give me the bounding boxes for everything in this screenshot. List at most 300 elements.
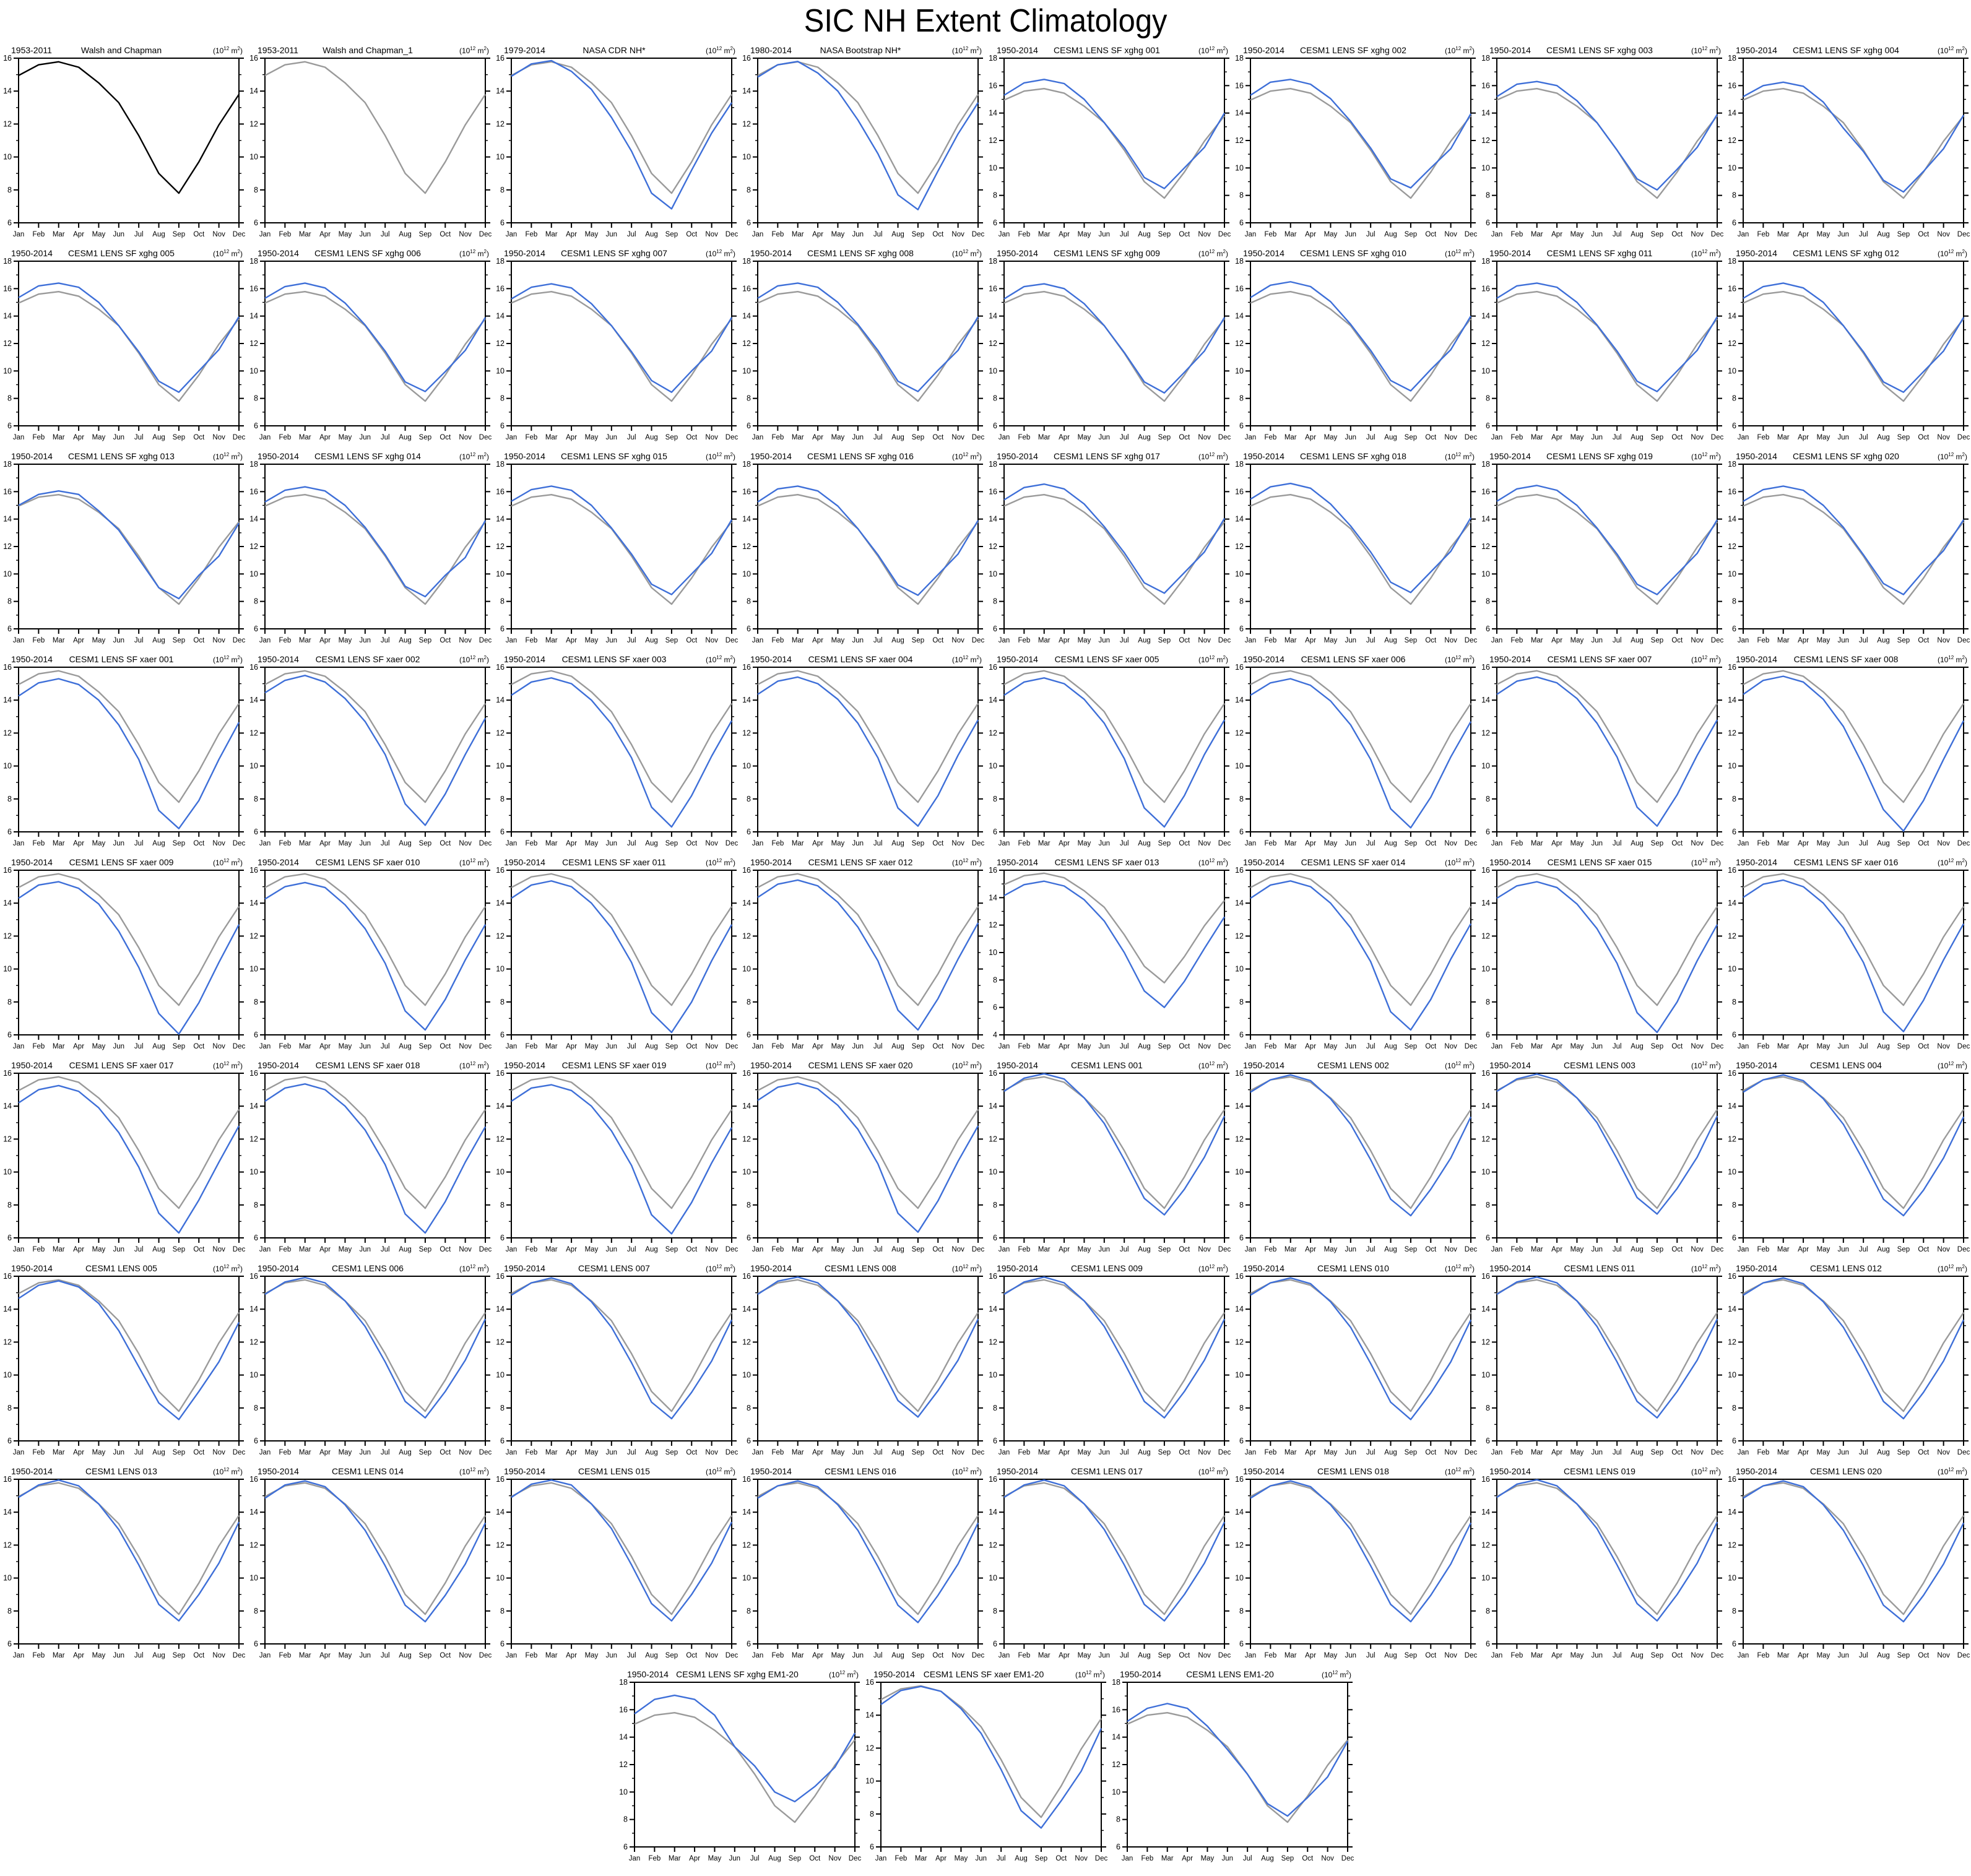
y-axis-tick-label: 10 bbox=[249, 1370, 258, 1380]
y-axis-tick-label: 18 bbox=[1112, 1678, 1120, 1687]
x-axis-month-label: Jun bbox=[605, 1449, 618, 1456]
y-axis-tick-label: 12 bbox=[742, 1541, 751, 1550]
y-axis-tick-label: 8 bbox=[1732, 394, 1736, 403]
reference-climatology-line bbox=[1497, 292, 1717, 401]
panel-period-label: 1950-2014 bbox=[1489, 451, 1531, 461]
y-axis-tick-label: 6 bbox=[254, 1437, 258, 1445]
x-axis-month-label: Aug bbox=[891, 434, 904, 441]
x-axis-month-label: Mar bbox=[545, 840, 558, 847]
chart-panel bbox=[0, 1261, 246, 1464]
x-axis-month-label: May bbox=[92, 1449, 106, 1456]
y-axis-tick-label: 16 bbox=[1235, 284, 1244, 293]
x-axis-month-label: Apr bbox=[1798, 434, 1809, 441]
x-axis-month-label: Jul bbox=[1612, 1652, 1622, 1659]
panel-units-label: ($10^{12}$ $m^2$) bbox=[951, 1467, 982, 1476]
x-axis-month-label: Nov bbox=[1937, 1043, 1950, 1050]
climatology-plot bbox=[1725, 246, 1971, 449]
y-axis-tick-label: 14 bbox=[496, 1305, 505, 1314]
y-axis-tick-label: 10 bbox=[3, 152, 12, 162]
plot-frame bbox=[1743, 870, 1964, 1035]
y-axis-tick-label: 8 bbox=[1239, 394, 1244, 403]
panel-dataset-name: CESM1 LENS 018 bbox=[1317, 1466, 1389, 1476]
x-axis-month-label: Oct bbox=[193, 1043, 205, 1050]
plot-frame bbox=[1004, 1276, 1224, 1441]
y-axis-tick-label: 12 bbox=[742, 1338, 751, 1347]
x-axis-month-label: Feb bbox=[1018, 1449, 1031, 1456]
x-axis-month-label: Nov bbox=[459, 1246, 472, 1253]
panel-units-label: ($10^{12}$ $m^2$) bbox=[459, 1264, 489, 1273]
x-axis-month-label: Mar bbox=[791, 434, 804, 441]
panel-units-label: ($10^{12}$ $m^2$) bbox=[1691, 655, 1721, 664]
x-axis-month-label: May bbox=[1077, 840, 1091, 847]
panel-period-label: 1950-2014 bbox=[258, 857, 299, 867]
x-axis-month-label: Apr bbox=[1059, 434, 1070, 441]
x-axis-month-label: Dec bbox=[725, 637, 739, 644]
x-axis-month-label: May bbox=[1323, 1449, 1338, 1456]
x-axis-month-label: Sep bbox=[1897, 840, 1910, 847]
x-axis-month-label: Apr bbox=[1551, 434, 1563, 441]
x-axis-month-label: Mar bbox=[1284, 1246, 1297, 1253]
x-axis-month-label: Apr bbox=[812, 434, 824, 441]
climatology-plot bbox=[986, 43, 1232, 246]
y-axis-tick-label: 12 bbox=[3, 932, 12, 941]
x-axis-month-label: Jan bbox=[998, 1449, 1010, 1456]
y-axis-tick-label: 8 bbox=[7, 185, 12, 194]
y-axis-tick-label: 16 bbox=[1728, 487, 1736, 496]
dataset-climatology-line bbox=[758, 61, 978, 209]
x-axis-month-label: Aug bbox=[1384, 231, 1397, 238]
reference-climatology-line bbox=[511, 874, 732, 1005]
x-axis-month-label: Aug bbox=[645, 1246, 658, 1253]
y-axis-tick-label: 12 bbox=[3, 1541, 12, 1550]
panel-units-label: ($10^{12}$ $m^2$) bbox=[1937, 655, 1967, 664]
x-axis-month-label: Nov bbox=[1198, 637, 1211, 644]
panel-dataset-name: CESM1 LENS 017 bbox=[1071, 1466, 1143, 1476]
x-axis-month-label: May bbox=[1816, 434, 1830, 441]
x-axis-month-label: Jun bbox=[852, 434, 864, 441]
panel-period-label: 1953-2011 bbox=[258, 45, 298, 55]
y-axis-tick-label: 10 bbox=[496, 1573, 505, 1583]
dataset-climatology-line bbox=[1743, 676, 1964, 831]
x-axis-month-label: Mar bbox=[791, 1246, 804, 1253]
x-axis-month-label: Apr bbox=[319, 434, 331, 441]
x-axis-month-label: Jul bbox=[626, 840, 636, 847]
y-axis-tick-label: 18 bbox=[989, 54, 997, 63]
x-axis-month-label: Aug bbox=[645, 637, 658, 644]
climatology-plot bbox=[0, 43, 246, 246]
panel-dataset-name: CESM1 LENS SF xghg 020 bbox=[1793, 451, 1899, 461]
x-axis-month-label: Jul bbox=[1612, 1043, 1622, 1050]
x-axis-month-label: Jun bbox=[1837, 1449, 1850, 1456]
x-axis-month-label: Oct bbox=[440, 637, 451, 644]
x-axis-month-label: Mar bbox=[1284, 1449, 1297, 1456]
chart-panel bbox=[739, 652, 986, 855]
y-axis-tick-label: 6 bbox=[1732, 625, 1736, 633]
panel-dataset-name: CESM1 LENS SF xghg 011 bbox=[1546, 248, 1653, 258]
panel-dataset-name: CESM1 LENS SF xghg EM1-20 bbox=[676, 1669, 799, 1679]
x-axis-month-label: Nov bbox=[212, 1449, 225, 1456]
x-axis-month-label: Dec bbox=[232, 1246, 246, 1253]
x-axis-month-label: Feb bbox=[771, 1043, 784, 1050]
x-axis-month-label: Feb bbox=[525, 840, 538, 847]
x-axis-month-label: Aug bbox=[399, 637, 412, 644]
x-axis-month-label: Feb bbox=[1018, 637, 1031, 644]
plot-frame bbox=[265, 1073, 485, 1238]
x-axis-month-label: Dec bbox=[1957, 1043, 1970, 1050]
panel-units-label: ($10^{12}$ $m^2$) bbox=[705, 46, 735, 55]
x-axis-month-label: Aug bbox=[1631, 231, 1644, 238]
x-axis-month-label: Jun bbox=[113, 840, 125, 847]
x-axis-month-label: Jan bbox=[1244, 637, 1257, 644]
x-axis-month-label: May bbox=[584, 637, 599, 644]
y-axis-tick-label: 12 bbox=[496, 1135, 505, 1144]
x-axis-month-label: Jan bbox=[1244, 434, 1257, 441]
y-axis-tick-label: 16 bbox=[742, 866, 751, 875]
x-axis-month-label: May bbox=[831, 637, 845, 644]
chart-panel bbox=[1478, 1261, 1725, 1464]
x-axis-month-label: Dec bbox=[971, 1043, 985, 1050]
x-axis-month-label: Oct bbox=[1179, 1043, 1190, 1050]
panel-dataset-name: CESM1 LENS SF xaer 012 bbox=[808, 857, 913, 867]
x-axis-month-label: Dec bbox=[1957, 434, 1970, 441]
x-axis-month-label: Feb bbox=[32, 1043, 45, 1050]
panel-period-label: 1950-2014 bbox=[750, 1263, 792, 1273]
y-axis-tick-label: 6 bbox=[1239, 218, 1244, 227]
y-axis-tick-label: 16 bbox=[3, 1475, 12, 1484]
y-axis-tick-label: 14 bbox=[1728, 108, 1736, 118]
y-axis-tick-label: 6 bbox=[993, 828, 997, 836]
y-axis-tick-label: 16 bbox=[249, 663, 258, 672]
plot-frame bbox=[1250, 261, 1471, 426]
x-axis-month-label: Aug bbox=[399, 1449, 412, 1456]
y-axis-tick-label: 12 bbox=[1235, 542, 1244, 551]
reference-climatology-line bbox=[1250, 292, 1471, 401]
y-axis-tick-label: 10 bbox=[3, 1573, 12, 1583]
plot-frame bbox=[1743, 667, 1964, 832]
dataset-climatology-line bbox=[1497, 82, 1717, 190]
plot-frame bbox=[758, 464, 978, 629]
y-axis-tick-label: 18 bbox=[1235, 54, 1244, 63]
chart-panel bbox=[1725, 43, 1971, 246]
x-axis-month-label: Nov bbox=[1198, 434, 1211, 441]
plot-frame bbox=[1743, 464, 1964, 629]
y-axis-tick-label: 18 bbox=[3, 460, 12, 469]
y-axis-tick-label: 8 bbox=[993, 597, 997, 606]
x-axis-month-label: Nov bbox=[705, 434, 718, 441]
y-axis-tick-label: 8 bbox=[1239, 191, 1244, 200]
y-axis-tick-label: 12 bbox=[1235, 1541, 1244, 1550]
x-axis-month-label: May bbox=[708, 1855, 722, 1862]
panel-dataset-name: CESM1 LENS SF xaer 015 bbox=[1547, 857, 1652, 867]
climatology-plot bbox=[493, 652, 739, 855]
x-axis-month-label: Oct bbox=[193, 637, 205, 644]
x-axis-month-label: Apr bbox=[566, 1043, 578, 1050]
climatology-plot bbox=[986, 1058, 1232, 1261]
x-axis-month-label: Mar bbox=[545, 637, 558, 644]
panel-period-label: 1950-2014 bbox=[1243, 1060, 1284, 1070]
y-axis-tick-label: 10 bbox=[1235, 163, 1244, 173]
x-axis-month-label: May bbox=[338, 840, 352, 847]
x-axis-month-label: May bbox=[92, 1652, 106, 1659]
x-axis-month-label: Apr bbox=[319, 1043, 331, 1050]
climatology-plot bbox=[246, 1058, 493, 1261]
chart-panel bbox=[493, 1464, 739, 1667]
x-axis-month-label: Nov bbox=[1198, 1652, 1211, 1659]
panel-units-label: ($10^{12}$ $m^2$) bbox=[1691, 452, 1721, 461]
x-axis-month-label: Nov bbox=[1691, 637, 1704, 644]
x-axis-month-label: Jan bbox=[1737, 231, 1749, 238]
x-axis-month-label: Jan bbox=[505, 1043, 518, 1050]
x-axis-month-label: Jul bbox=[1858, 1043, 1868, 1050]
y-axis-tick-label: 12 bbox=[496, 542, 505, 551]
panel-dataset-name: CESM1 LENS SF xaer 019 bbox=[561, 1060, 667, 1070]
y-axis-tick-label: 8 bbox=[7, 1606, 12, 1615]
x-axis-month-label: Apr bbox=[319, 637, 331, 644]
panel-units-label: ($10^{12}$ $m^2$) bbox=[1198, 249, 1228, 258]
x-axis-month-label: Feb bbox=[771, 1449, 784, 1456]
x-axis-month-label: May bbox=[1816, 637, 1830, 644]
y-axis-tick-label: 16 bbox=[3, 663, 12, 672]
x-axis-month-label: Mar bbox=[668, 1855, 681, 1862]
x-axis-month-label: Apr bbox=[566, 840, 578, 847]
dataset-climatology-line bbox=[1497, 882, 1717, 1032]
x-axis-month-label: Mar bbox=[1284, 231, 1297, 238]
y-axis-tick-label: 12 bbox=[1481, 1135, 1490, 1144]
x-axis-month-label: Sep bbox=[911, 1246, 925, 1253]
chart-panel bbox=[246, 43, 493, 246]
reference-climatology-line bbox=[1497, 874, 1717, 1005]
x-axis-month-label: Nov bbox=[212, 637, 225, 644]
x-axis-month-label: Jun bbox=[1591, 1652, 1603, 1659]
panel-units-label: ($10^{12}$ $m^2$) bbox=[951, 1264, 982, 1273]
x-axis-month-label: Jul bbox=[873, 840, 883, 847]
y-axis-tick-label: 10 bbox=[742, 964, 751, 974]
x-axis-month-label: Apr bbox=[1798, 1043, 1809, 1050]
y-axis-tick-label: 10 bbox=[1728, 964, 1736, 974]
y-axis-tick-label: 12 bbox=[742, 339, 751, 348]
panel-period-label: 1950-2014 bbox=[258, 248, 299, 258]
climatology-plot bbox=[1478, 246, 1725, 449]
y-axis-tick-label: 8 bbox=[500, 394, 505, 403]
x-axis-month-label: May bbox=[338, 1449, 352, 1456]
y-axis-tick-label: 12 bbox=[249, 339, 258, 348]
x-axis-month-label: Apr bbox=[812, 637, 824, 644]
panel-dataset-name: CESM1 LENS 020 bbox=[1810, 1466, 1882, 1476]
x-axis-month-label: Jun bbox=[605, 1043, 618, 1050]
y-axis-tick-label: 12 bbox=[1728, 1338, 1736, 1347]
plot-frame bbox=[511, 870, 732, 1035]
x-axis-month-label: Jan bbox=[998, 1652, 1010, 1659]
y-axis-tick-label: 10 bbox=[1481, 569, 1490, 579]
x-axis-month-label: Dec bbox=[725, 1043, 739, 1050]
x-axis-month-label: May bbox=[1816, 1449, 1830, 1456]
x-axis-month-label: Jul bbox=[380, 840, 390, 847]
x-axis-month-label: Dec bbox=[1710, 1246, 1724, 1253]
x-axis-month-label: Feb bbox=[1757, 1246, 1770, 1253]
chart-panel bbox=[493, 1058, 739, 1261]
x-axis-month-label: Jun bbox=[1837, 840, 1850, 847]
climatology-plot bbox=[1725, 855, 1971, 1058]
panel-period-label: 1950-2014 bbox=[873, 1669, 915, 1679]
panel-period-label: 1950-2014 bbox=[1243, 857, 1284, 867]
x-axis-month-label: Jul bbox=[1858, 637, 1868, 644]
panel-period-label: 1950-2014 bbox=[1489, 45, 1531, 55]
x-axis-month-label: Sep bbox=[1650, 637, 1664, 644]
x-axis-month-label: May bbox=[584, 1652, 599, 1659]
y-axis-tick-label: 10 bbox=[1235, 366, 1244, 376]
climatology-plot bbox=[1232, 1261, 1478, 1464]
y-axis-tick-label: 6 bbox=[993, 218, 997, 227]
plot-frame bbox=[265, 464, 485, 629]
chart-panel bbox=[1232, 1261, 1478, 1464]
x-axis-month-label: Jul bbox=[626, 1246, 636, 1253]
x-axis-month-label: Feb bbox=[1510, 1449, 1523, 1456]
y-axis-tick-label: 6 bbox=[747, 1234, 751, 1242]
x-axis-month-label: Jul bbox=[380, 1449, 390, 1456]
x-axis-month-label: Dec bbox=[1957, 637, 1970, 644]
climatology-plot bbox=[1478, 449, 1725, 652]
panel-units-label: ($10^{12}$ $m^2$) bbox=[705, 655, 735, 664]
chart-panel bbox=[493, 246, 739, 449]
x-axis-month-label: Jul bbox=[1119, 1246, 1129, 1253]
x-axis-month-label: Jun bbox=[1098, 1246, 1111, 1253]
dataset-climatology-line bbox=[19, 882, 239, 1034]
climatology-plot bbox=[739, 652, 986, 855]
x-axis-month-label: Apr bbox=[1305, 1246, 1317, 1253]
plot-frame bbox=[1250, 1479, 1471, 1644]
x-axis-month-label: Oct bbox=[686, 231, 698, 238]
x-axis-month-label: Nov bbox=[1444, 840, 1457, 847]
reference-climatology-line bbox=[1250, 495, 1471, 604]
x-axis-month-label: Jan bbox=[1491, 1246, 1503, 1253]
chart-panel bbox=[1232, 43, 1478, 246]
x-axis-month-label: Jul bbox=[134, 231, 144, 238]
x-axis-month-label: Dec bbox=[1218, 1043, 1231, 1050]
y-axis-tick-label: 6 bbox=[993, 1640, 997, 1648]
x-axis-month-label: Aug bbox=[891, 1043, 904, 1050]
panel-dataset-name: CESM1 LENS SF xghg 003 bbox=[1546, 45, 1653, 55]
x-axis-month-label: Oct bbox=[440, 1246, 451, 1253]
x-axis-month-label: Jul bbox=[1366, 1043, 1375, 1050]
x-axis-month-label: Dec bbox=[971, 1246, 985, 1253]
chart-panel bbox=[739, 449, 986, 652]
x-axis-month-label: Oct bbox=[1918, 1449, 1930, 1456]
y-axis-tick-label: 6 bbox=[7, 1234, 12, 1242]
x-axis-month-label: Aug bbox=[1631, 840, 1644, 847]
plot-frame bbox=[1497, 464, 1717, 629]
x-axis-month-label: Dec bbox=[1464, 1652, 1478, 1659]
y-axis-tick-label: 6 bbox=[254, 1031, 258, 1039]
y-axis-tick-label: 12 bbox=[496, 1338, 505, 1347]
plot-frame bbox=[265, 1479, 485, 1644]
x-axis-month-label: Jan bbox=[1737, 1043, 1749, 1050]
x-axis-month-label: Jul bbox=[873, 1246, 883, 1253]
y-axis-tick-label: 18 bbox=[1481, 54, 1490, 63]
y-axis-tick-label: 8 bbox=[1486, 1403, 1490, 1412]
x-axis-month-label: Dec bbox=[232, 1043, 246, 1050]
x-axis-month-label: Dec bbox=[1464, 434, 1478, 441]
x-axis-month-label: Mar bbox=[298, 1043, 311, 1050]
x-axis-month-label: Sep bbox=[172, 434, 186, 441]
panel-period-label: 1950-2014 bbox=[750, 857, 792, 867]
x-axis-month-label: Jun bbox=[1591, 434, 1603, 441]
x-axis-month-label: Dec bbox=[232, 1449, 246, 1456]
x-axis-month-label: Jan bbox=[505, 1652, 518, 1659]
x-axis-month-label: Jan bbox=[1737, 1652, 1749, 1659]
x-axis-month-label: Mar bbox=[1530, 1246, 1543, 1253]
panel-period-label: 1950-2014 bbox=[1489, 1060, 1531, 1070]
y-axis-tick-label: 14 bbox=[496, 1102, 505, 1111]
x-axis-month-label: Jun bbox=[852, 1043, 864, 1050]
x-axis-month-label: Oct bbox=[1425, 1449, 1437, 1456]
x-axis-month-label: Feb bbox=[32, 840, 45, 847]
climatology-plot bbox=[986, 855, 1232, 1058]
y-axis-tick-label: 6 bbox=[500, 1640, 505, 1648]
x-axis-month-label: Jun bbox=[359, 1652, 371, 1659]
x-axis-month-label: May bbox=[338, 434, 352, 441]
y-axis-tick-label: 12 bbox=[742, 119, 751, 129]
panel-units-label: ($10^{12}$ $m^2$) bbox=[1444, 1061, 1475, 1070]
y-axis-tick-label: 12 bbox=[989, 136, 997, 145]
y-axis-tick-label: 8 bbox=[1732, 597, 1736, 606]
y-axis-tick-label: 10 bbox=[1235, 1167, 1244, 1177]
dataset-climatology-line bbox=[1497, 677, 1717, 826]
x-axis-month-label: Dec bbox=[725, 1449, 739, 1456]
reference-climatology-line bbox=[1127, 1713, 1348, 1822]
panel-units-label: ($10^{12}$ $m^2$) bbox=[1198, 1061, 1228, 1070]
x-axis-month-label: May bbox=[92, 637, 106, 644]
panel-units-label: ($10^{12}$ $m^2$) bbox=[459, 46, 489, 55]
chart-row-2 bbox=[0, 246, 1971, 449]
x-axis-month-label: Jun bbox=[1345, 231, 1357, 238]
x-axis-month-label: Aug bbox=[399, 231, 412, 238]
y-axis-tick-label: 16 bbox=[249, 54, 258, 63]
x-axis-month-label: Mar bbox=[791, 637, 804, 644]
x-axis-month-label: Nov bbox=[1937, 231, 1950, 238]
x-axis-month-label: Jan bbox=[1244, 231, 1257, 238]
panel-units-label: ($10^{12}$ $m^2$) bbox=[1198, 655, 1228, 664]
y-axis-tick-label: 12 bbox=[249, 728, 258, 738]
x-axis-month-label: Dec bbox=[725, 1652, 739, 1659]
x-axis-month-label: Feb bbox=[279, 1652, 292, 1659]
x-axis-month-label: Nov bbox=[951, 231, 964, 238]
x-axis-month-label: Nov bbox=[705, 1652, 718, 1659]
panel-period-label: 1950-2014 bbox=[1120, 1669, 1161, 1679]
x-axis-month-label: Jan bbox=[259, 1043, 271, 1050]
panel-dataset-name: CESM1 LENS SF xaer 013 bbox=[1054, 857, 1159, 867]
x-axis-month-label: Jun bbox=[113, 1246, 125, 1253]
x-axis-month-label: Feb bbox=[525, 1246, 538, 1253]
x-axis-month-label: Jan bbox=[1737, 1246, 1749, 1253]
panel-units-label: ($10^{12}$ $m^2$) bbox=[212, 452, 243, 461]
dataset-climatology-line bbox=[1250, 282, 1471, 391]
dataset-climatology-line bbox=[511, 881, 732, 1032]
y-axis-tick-label: 14 bbox=[1481, 311, 1490, 321]
panel-units-label: ($10^{12}$ $m^2$) bbox=[1691, 858, 1721, 867]
reference-climatology-line bbox=[758, 292, 978, 401]
y-axis-tick-label: 12 bbox=[3, 119, 12, 129]
chart-panel bbox=[1725, 1058, 1971, 1261]
x-axis-month-label: Dec bbox=[1464, 637, 1478, 644]
panel-units-label: ($10^{12}$ $m^2$) bbox=[1937, 249, 1967, 258]
y-axis-tick-label: 6 bbox=[1486, 1031, 1490, 1039]
x-axis-month-label: Mar bbox=[545, 1449, 558, 1456]
climatology-plot bbox=[246, 855, 493, 1058]
x-axis-month-label: Nov bbox=[1937, 434, 1950, 441]
x-axis-month-label: Dec bbox=[1218, 1652, 1231, 1659]
chart-panel bbox=[1478, 449, 1725, 652]
x-axis-month-label: Sep bbox=[1404, 637, 1418, 644]
